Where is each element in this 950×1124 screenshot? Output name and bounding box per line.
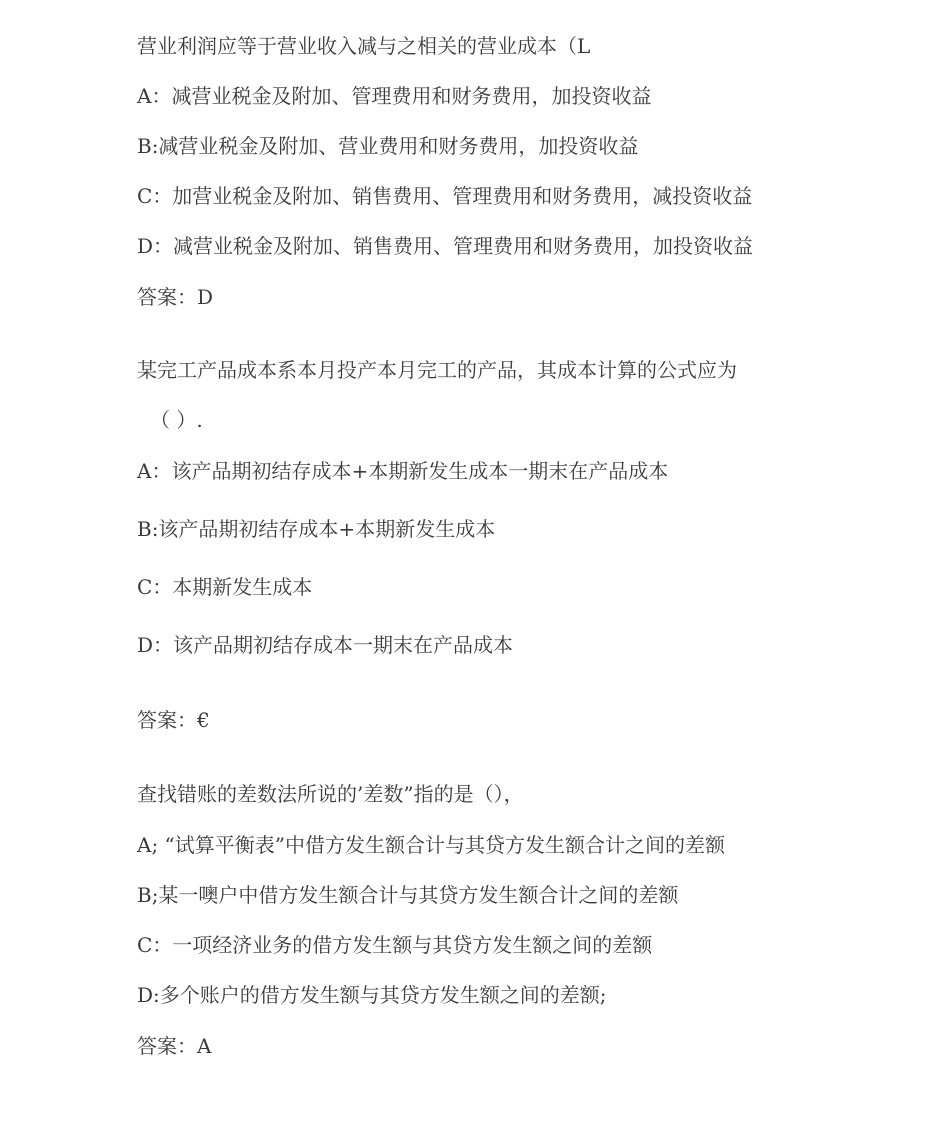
- question-3-answer: 答案：A: [137, 1034, 212, 1058]
- question-2-stem: 某完工产品成本系本月投产本月完工的产品，其成本计算的公式应为: [137, 358, 737, 382]
- question-1-option-d: D：减营业税金及附加、销售费用、管理费用和财务费用，加投资收益: [137, 234, 754, 258]
- question-3-option-a: A; “试算平衡表”中借方发生额合计与其贷方发生额合计之间的差额: [137, 833, 725, 857]
- question-2-stem-continuation: （ ）.: [150, 408, 203, 432]
- question-1-option-c: C：加营业税金及附加、销售费用、管理费用和财务费用，减投资收益: [137, 184, 753, 208]
- question-2-option-b: B:该产品期初结存成本+本期新发生成本: [137, 517, 496, 541]
- question-2-answer: 答案：€: [137, 708, 210, 732]
- question-3-stem: 查找错账的差数法所说的’差数”指的是（），: [137, 782, 524, 806]
- question-2-option-c: C：本期新发生成本: [137, 575, 313, 599]
- question-1-option-b: B:减营业税金及附加、营业费用和财务费用，加投资收益: [137, 134, 639, 158]
- question-1-stem: 营业利润应等于营业收入减与之相关的营业成本（L: [137, 34, 591, 58]
- question-1-answer: 答案：D: [137, 285, 214, 309]
- question-2-option-a: A：该产品期初结存成本+本期新发生成本一期末在产品成本: [137, 459, 669, 483]
- question-1-option-a: A：减营业税金及附加、管理费用和财务费用，加投资收益: [137, 84, 652, 108]
- question-3-option-c: C：一项经济业务的借方发生额与其贷方发生额之间的差额: [137, 933, 653, 957]
- question-3-option-b: B;某一噢户中借方发生额合计与其贷方发生额合计之间的差额: [137, 883, 679, 907]
- question-2-option-d: D：该产品期初结存成本一期末在产品成本: [137, 633, 514, 657]
- question-3-option-d: D:多个账户的借方发生额与其贷方发生额之间的差额;: [137, 983, 607, 1007]
